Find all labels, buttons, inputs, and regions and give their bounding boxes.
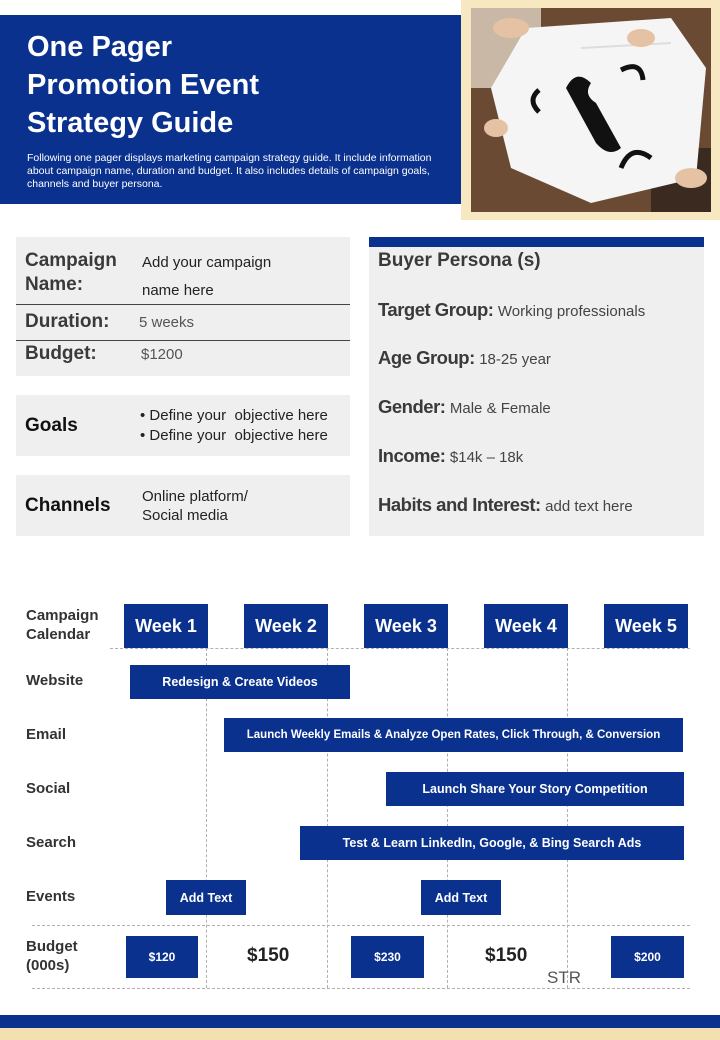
budget-week-2: $150	[247, 945, 290, 966]
campaign-name-value-line2: name here	[142, 282, 214, 299]
week-header-1: Week 1	[124, 604, 208, 648]
grid-line	[32, 988, 690, 989]
goals-card	[16, 395, 350, 456]
channels-label: Channels	[25, 495, 111, 516]
campaign-name-value-line1: Add your campaign	[142, 254, 272, 271]
calendar-label	[26, 606, 99, 644]
campaign-info-card	[16, 237, 350, 376]
persona-value: Male & Female	[449, 400, 551, 417]
calendar-label-line2: Calendar	[26, 626, 91, 643]
row-label-events: Events	[26, 888, 76, 905]
persona-value: $14k – 18k	[449, 449, 524, 466]
budget-week-1: $120	[126, 936, 198, 978]
footer-bar	[0, 1015, 720, 1028]
goal-item: • Define your objective here	[140, 407, 328, 424]
footer-accent-bar	[0, 1028, 720, 1040]
persona-label: Target Group:	[378, 299, 494, 320]
row-label-search: Search	[26, 834, 77, 851]
campaign-name-label: Campaign Name:	[25, 250, 117, 295]
persona-value: add text here	[545, 498, 633, 515]
grid-line	[32, 925, 690, 926]
divider	[16, 304, 350, 305]
divider	[16, 340, 350, 341]
persona-row-habits	[378, 494, 633, 516]
goal-item: • Define your objective here	[140, 427, 328, 444]
persona-value: 18-25 year	[479, 351, 551, 368]
row-label-website: Website	[26, 672, 84, 689]
budget-week-3: $230	[351, 936, 424, 978]
budget-week-5: $200	[611, 936, 684, 978]
week-header-2: Week 2	[244, 604, 328, 648]
channels-card	[16, 475, 350, 536]
channels-value-line2: Social media	[142, 507, 228, 524]
budget-label: Budget:	[25, 343, 97, 364]
persona-row-gender	[378, 396, 551, 418]
channels-value-line1: Online platform/	[142, 488, 248, 505]
events-activity-bar: Add Text	[421, 880, 501, 915]
week-header-3: Week 3	[364, 604, 448, 648]
persona-label: Habits and Interest:	[378, 494, 541, 515]
row-label-email: Email	[26, 726, 67, 743]
duration-label: Duration:	[25, 311, 110, 332]
events-activity-bar: Add Text	[166, 880, 246, 915]
persona-row-target-group	[378, 299, 645, 321]
duration-value: 5 weeks	[139, 314, 195, 331]
persona-value: Working professionals	[497, 303, 646, 320]
footnote-text: STR	[547, 968, 581, 987]
puzzle-photo	[471, 8, 711, 212]
persona-label: Income:	[378, 445, 446, 466]
budget-value: $1200	[141, 346, 183, 363]
budget-row-label-line1: Budget	[26, 938, 78, 955]
persona-row-age-group	[378, 347, 551, 369]
persona-label: Age Group:	[378, 347, 475, 368]
page-subtitle: Following one pager displays marketing campaign strategy guide. It include information about campaign name, duration and budget. It also includes details of campaign goals, channels and buyer persona.	[27, 152, 432, 190]
week-header-4: Week 4	[484, 604, 568, 648]
search-activity-bar: Test & Learn LinkedIn, Google, & Bing Search Ads	[300, 826, 684, 860]
persona-accent-bar	[369, 237, 704, 247]
social-activity-bar: Launch Share Your Story Competition	[386, 772, 684, 806]
budget-row-label-line2: (000s)	[26, 957, 70, 974]
email-activity-bar: Launch Weekly Emails & Analyze Open Rates, Click Through, & Conversion	[224, 718, 683, 752]
budget-week-4: $150	[485, 945, 528, 966]
website-activity-bar: Redesign & Create Videos	[130, 665, 350, 699]
grid-line	[567, 648, 568, 988]
grid-line	[110, 648, 690, 649]
page-title: One Pager Promotion Event Strategy Guide	[27, 31, 260, 139]
budget-row-label	[26, 937, 78, 975]
persona-row-income	[378, 445, 523, 467]
week-header-5: Week 5	[604, 604, 688, 648]
calendar-label-line1: Campaign	[26, 607, 99, 624]
grid-line	[327, 648, 328, 988]
goals-label: Goals	[25, 415, 78, 436]
grid-line	[447, 648, 448, 988]
persona-label: Gender:	[378, 396, 446, 417]
grid-line	[206, 648, 207, 988]
row-label-social: Social	[26, 780, 71, 797]
persona-title: Buyer Persona (s)	[378, 250, 541, 271]
buyer-persona-card	[369, 247, 704, 536]
